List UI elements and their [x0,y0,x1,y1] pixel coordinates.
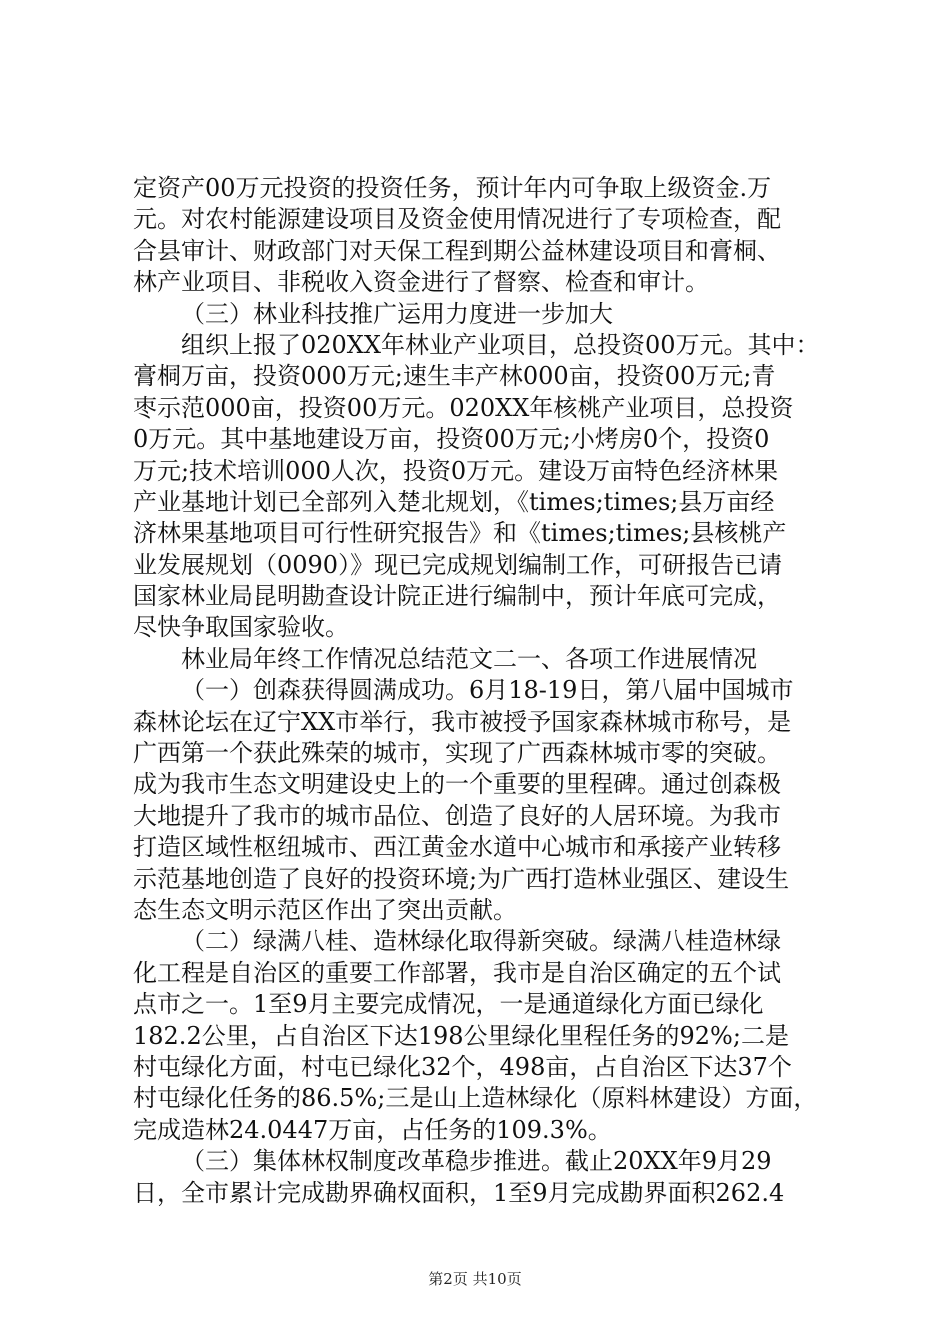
text-line: 0万元。其中基地建设万亩，投资00万元;小烤房0个，投资0 [133,425,770,454]
text-line: 日，全市累计完成勘界确权面积，1至9月完成勘界面积262.4 [133,1178,785,1207]
text-line: 大地提升了我市的城市品位、创造了良好的人居环境。为我市 [133,801,781,830]
text-line: 广西第一个获此殊荣的城市，实现了广西森林城市零的突破。 [133,739,781,768]
document-body [133,173,853,1209]
text-line: 合县审计、财政部门对天保工程到期公益林建设项目和膏桐、 [133,236,781,265]
text-line: 成为我市生态文明建设史上的一个重要的里程碑。通过创森极 [133,770,781,799]
text-line: 点市之一。1至9月主要完成情况，一是通道绿化方面已绿化 [133,990,764,1019]
text-line: 万元;技术培训000人次，投资0万元。建设万亩特色经济林果 [133,456,779,485]
text-line: 业发展规划（0090）》现已完成规划编制工作，可研报告已请 [133,550,783,579]
text-line: 完成造林24.0447万亩，占任务的109.3%。 [133,1115,612,1144]
section-heading: 林业局年终工作情况总结范文二一、各项工作进展情况 [181,644,757,673]
text-line: 打造区域性枢纽城市、西江黄金水道中心城市和承接产业转移 [133,833,781,862]
text-line: （一）创森获得圆满成功。6月18-19日，第八届中国城市 [181,676,794,705]
text-line: 林产业项目、非税收入资金进行了督察、检查和审计。 [133,268,709,297]
page-footer: 第2页 共10页 [428,1270,522,1288]
text-line: 定资产00万元投资的投资任务，预计年内可争取上级资金.万 [133,174,772,202]
text-line: 示范基地创造了良好的投资环境;为广西打造林业强区、建设生 [133,864,790,893]
text-line: 森林论坛在辽宁XX市举行，我市被授予国家森林城市称号，是 [133,707,792,736]
section-heading: （三）林业科技推广运用力度进一步加大 [181,299,613,328]
text-line: 化工程是自治区的重要工作部署，我市是自治区确定的五个试 [133,958,781,987]
text-line: 国家林业局昆明勘查设计院正进行编制中，预计年底可完成， [133,582,781,611]
text-line: 态生态文明示范区作出了突出贡献。 [133,895,517,924]
text-line: （三）集体林权制度改革稳步推进。截止20XX年9月29 [181,1147,772,1176]
text-line: 村屯绿化任务的86.5%;三是山上造林绿化（原料林建设）方面， [133,1084,818,1113]
text-line: （二）绿满八桂、造林绿化取得新突破。绿满八桂造林绿 [181,927,781,956]
text-line: 尽快争取国家验收。 [133,613,349,642]
text-line: 枣示范000亩，投资00万元。020XX年核桃产业项目，总投资 [133,393,794,422]
text-line: 济林果基地项目可行性研究报告》和《times;times;县核桃产 [133,519,787,548]
text-line: 村屯绿化方面，村屯已绿化32个，498亩，占自治区下达37个 [133,1052,792,1081]
text-line: 产业基地计划已全部列入楚北规划，《times;times;县万亩经 [133,487,775,516]
text-line: 元。对农村能源建设项目及资金使用情况进行了专项检查，配 [133,205,781,234]
text-line: 膏桐万亩，投资000万元;速生丰产林000亩，投资00万元;青 [133,362,776,391]
text-line: 182.2公里，占自治区下达198公里绿化里程任务的92%;二是 [133,1021,789,1050]
text-line: 组织上报了020XX年林业产业项目，总投资00万元。其中： [181,330,820,359]
